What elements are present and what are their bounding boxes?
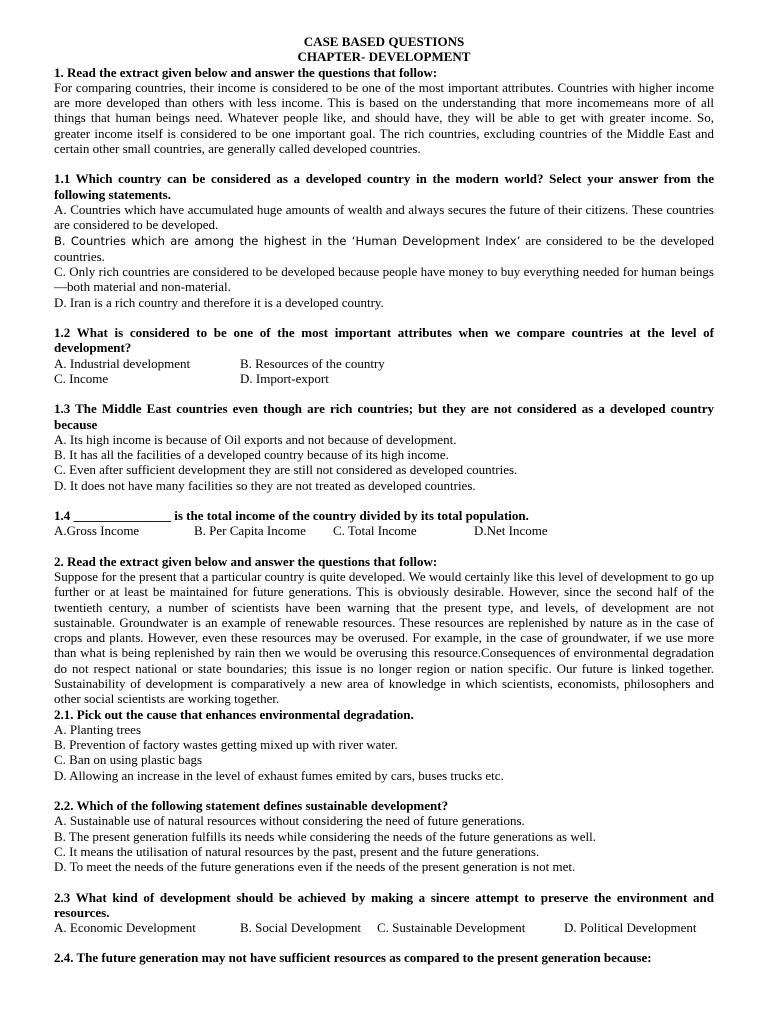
option-1-1-c: C. Only rich countries are considered to be developed because people have money to buy everything needed for human beings—both material and non-material. [54,264,714,295]
options-1-4-row [54,523,714,538]
option-2-2-d: D. To meet the needs of the future generations even if the needs of the present generation is not met. [54,859,576,875]
option-1-1-a: A. Countries which have accumulated huge amounts of wealth and always secures the future of their citizens. These countries are considered to be developed. [54,201,714,233]
option-2-3-a: A. Economic Development [54,920,196,936]
option-1-1-b-rest: are considered to be the developed countries. [54,232,714,264]
option-1-3-c: C. Even after sufficient development they are still not considered as developed countries. [54,462,518,478]
option-1-3-b: B. It has all the facilities of a developed country because of its high income. [54,447,449,463]
option-1-1-b-lead: B. Countries which are among the highest in the ‘Human Development Index’ [54,233,521,248]
question-2-3: 2.3 What kind of development should be achieved by making a sincere attempt to preserve the environment and resources. [54,889,714,920]
option-1-4-d: D.Net Income [474,523,548,539]
option-1-4-a: A.Gross Income [54,523,140,539]
options-2-3-row [54,920,714,935]
option-2-3-b: B. Social Development [240,920,361,936]
question-2-2: 2.2. Which of the following statement defines sustainable development? [54,798,449,814]
case2-heading: 2. Read the extract given below and answer the questions that follow: [54,553,438,569]
option-1-3-a: A. Its high income is because of Oil exports and not because of development. [54,431,457,447]
question-1-4: 1.4 _______________ is the total income of the country divided by its total population. [54,508,529,524]
option-1-3-d: D. It does not have many facilities so they are not treated as developed countries. [54,477,476,493]
question-1-2: 1.2 What is considered to be one of the most important attributes when we compare countries at the level of development? [54,325,714,356]
option-1-2-a: A. Industrial development [54,355,191,371]
option-1-4-c: C. Total Income [333,523,417,539]
case1-heading: 1. Read the extract given below and answer the questions that follow: [54,64,438,80]
option-2-1-d: D. Allowing an increase in the level of exhaust fumes emited by cars, buses trucks etc. [54,767,504,783]
option-1-2-c: C. Income [54,370,109,386]
option-1-2-b: B. Resources of the country [240,355,385,371]
options-1-2-row1 [54,356,714,371]
question-2-1: 2.1. Pick out the cause that enhances environmental degradation. [54,706,414,722]
question-2-4: 2.4. The future generation may not have sufficient resources as compared to the present generation because: [54,950,652,966]
case2-passage: Suppose for the present that a particular country is quite developed. We would certainly like this level of development to go up further or at least be maintained for future generations. This is obviously desirable. However, since the second half of the twentieth century, a number of scientists have been warning that the present type, and levels, of development are not sustainable. Groundwater is an example of renewable resources. These resources are replenished by nature as in the case of crops and plants. However, even these resources may be overused. For example, in the case of groundwater, if we use more than what is being replenished by rain then we would be overusing this resource.Consequences of environmental degradation do not respect national or state boundaries; this issue is no longer region or nation specific. Our future is linked together. Sustainability of development is comparatively a new area of knowledge in which scientists, economists, philosophers and other social scientists are working together. [54,568,714,707]
chapter-title: CHAPTER- DEVELOPMENT [297,49,471,65]
option-2-1-a: A. Planting trees [54,721,142,737]
option-1-1-b [54,233,714,265]
option-1-1-d: D. Iran is a rich country and therefore it is a developed country. [54,294,384,310]
question-1-3: 1.3 The Middle East countries even though are rich countries; but they are not considered as a developed country because [54,401,714,432]
option-2-3-c: C. Sustainable Development [377,920,526,936]
options-1-2-row2 [54,371,714,386]
question-1-1: 1.1 Which country can be considered as a developed country in the modern world? Select your answer from the following statements. [54,171,714,202]
case1-passage: For comparing countries, their income is considered to be one of the most important attributes. Countries with higher income are more developed than others with less income. This is based on the understanding that more incomemeans more of all things that human beings need. Whatever people like, and should have, they will be able to get with greater income. So, greater income itself is considered to be one important goal. The rich countries, excluding countries of the Middle East and certain other small countries, are generally called developed countries. [54,79,714,157]
option-1-4-b: B. Per Capita Income [194,523,306,539]
option-2-2-c: C. It means the utilisation of natural resources by the past, present and the future generations. [54,843,540,859]
option-2-3-d: D. Political Development [564,920,697,936]
option-1-2-d: D. Import-export [240,370,329,386]
option-2-2-a: A. Sustainable use of natural resources without considering the need of future generations. [54,813,525,829]
document-title: CASE BASED QUESTIONS [303,34,465,49]
option-2-1-c: C. Ban on using plastic bags [54,752,203,768]
option-2-2-b: B. The present generation fulfills its needs while considering the needs of the future generations as well. [54,828,596,844]
option-2-1-b: B. Prevention of factory wastes getting mixed up with river water. [54,737,398,753]
